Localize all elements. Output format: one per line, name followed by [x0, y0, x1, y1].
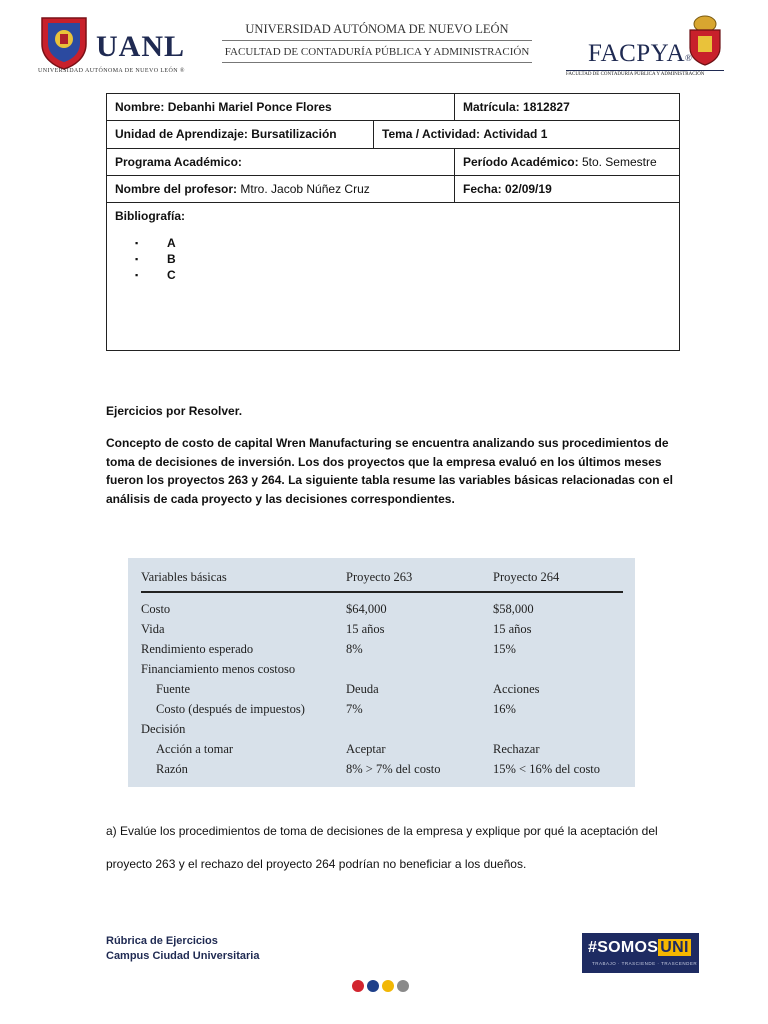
- question-a: a) Evalúe los procedimientos de toma de decisiones de la empresa y explique por qué la aceptación del proyecto 263 y el rechazo del proyecto 264 podrían no beneficiar a los dueños.: [106, 824, 658, 871]
- header-divider-bottom: [222, 62, 532, 63]
- uanl-seal-logo: [38, 14, 90, 70]
- periodo-value: 5to. Semestre: [581, 155, 657, 169]
- programa-cell: Programa Académico:: [107, 149, 455, 176]
- periodo-cell: Período Académico: 5to. Semestre: [455, 149, 680, 176]
- table-row: Fuente Deuda Acciones: [156, 682, 540, 696]
- facpya-subtitle: FACULTAD DE CONTADURÍA PÚBLICA Y ADMINISTRACIÓN: [566, 72, 705, 77]
- table-header: Proyecto 263: [346, 568, 493, 592]
- section-title: Ejercicios por Resolver.: [106, 404, 243, 418]
- nombre-cell: Nombre: Debanhi Mariel Ponce Flores: [107, 94, 455, 121]
- footer-dot: [382, 980, 394, 992]
- footer-campus-label: Campus Ciudad Universitaria: [106, 950, 260, 962]
- unidad-cell: Unidad de Aprendizaje: Bursatilización: [107, 121, 374, 149]
- table-header: Variables básicas: [141, 568, 346, 592]
- table-row: Acción a tomar Aceptar Rechazar: [156, 742, 540, 756]
- bibliografia-cell: Bibliografía: ▪ A ▪ B ▪ C: [107, 203, 680, 351]
- table-row: Costo (después de impuestos) 7% 16%: [156, 702, 516, 716]
- profesor-value: Mtro. Jacob Núñez Cruz: [240, 182, 370, 196]
- student-id: 1812827: [523, 100, 570, 114]
- footer-dot: [367, 980, 379, 992]
- table-row: Vida 15 años 15 años: [141, 622, 532, 636]
- somos-uni-text: #SOMOS UNI: [588, 939, 689, 956]
- somos-uni-badge: [582, 933, 699, 973]
- university-name: UNIVERSIDAD AUTÓNOMA DE NUEVO LEÓN: [245, 22, 509, 36]
- tema-value: Actividad 1: [483, 127, 548, 141]
- unidad-value: Bursatilización: [251, 127, 337, 141]
- table-header: Proyecto 264: [493, 568, 623, 592]
- table-row: Costo $64,000 $58,000: [141, 602, 534, 616]
- faculty-name: FACULTAD DE CONTADURÍA PÚBLICA Y ADMINISTRACIÓN: [224, 46, 530, 58]
- table-row: Decisión: [141, 722, 186, 736]
- footer-rubric-label: Rúbrica de Ejercicios: [106, 935, 218, 947]
- student-info-table: [106, 93, 680, 351]
- fecha-value: 02/09/19: [505, 182, 552, 196]
- table-row: Financiamiento menos costoso: [141, 662, 296, 676]
- bibliografia-item: ▪ B: [135, 251, 671, 267]
- fecha-cell: Fecha: 02/09/19: [455, 176, 680, 203]
- footer-dots: [352, 979, 412, 991]
- somos-uni-tagline: TRABAJO · TRASCIENDE · TRASCENDER: [592, 961, 698, 966]
- profesor-cell: Nombre del profesor: Mtro. Jacob Núñez Cruz: [107, 176, 455, 203]
- bibliografia-item: ▪ A: [135, 235, 671, 251]
- facpya-seal-logo: [687, 14, 723, 66]
- table-row: Rendimiento esperado 8% 15%: [141, 642, 516, 656]
- matricula-cell: Matrícula: 1812827: [455, 94, 680, 121]
- student-name: Debanhi Mariel Ponce Flores: [167, 100, 332, 114]
- variables-table: [141, 568, 623, 779]
- bibliografia-list: [135, 235, 671, 283]
- uanl-subtitle: UNIVERSIDAD AUTÓNOMA DE NUEVO LEÓN ®: [38, 68, 185, 74]
- variables-table-figure: [128, 558, 635, 787]
- uanl-wordmark: UANL: [96, 30, 186, 63]
- footer-dot: [352, 980, 364, 992]
- problem-statement: Concepto de costo de capital Wren Manufacturing se encuentra analizando sus procedimientos de toma de decisiones de inversión. Los dos proyectos que la empresa evaluó en los últimos meses fueron los proyectos 263 y 264. La siguiente tabla resume las variables básicas relacionadas con el análisis de cada proyecto y las decisiones correspondientes.: [106, 436, 673, 506]
- tema-cell: Tema / Actividad: Actividad 1: [374, 121, 680, 149]
- footer-dot: [397, 980, 409, 992]
- header-divider-top: [222, 40, 532, 41]
- facpya-wordmark: FACPYA®: [588, 40, 693, 67]
- table-row: Razón 8% > 7% del costo 15% < 16% del costo: [156, 762, 601, 776]
- facpya-divider: [566, 70, 724, 71]
- bibliografia-item: ▪ C: [135, 267, 671, 283]
